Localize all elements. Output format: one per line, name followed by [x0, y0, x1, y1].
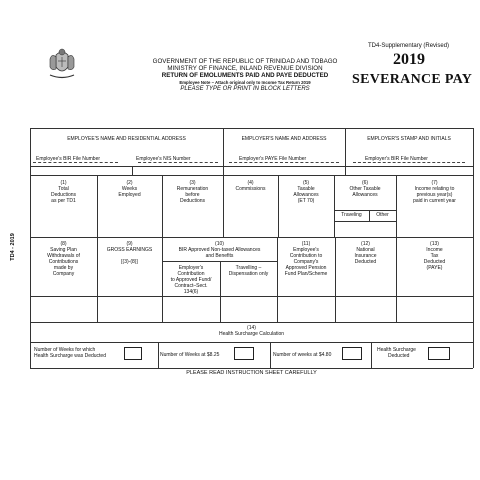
weeks-825-input[interactable]: [234, 347, 254, 360]
side-label: TD4 - 2019: [9, 233, 16, 261]
other-label: Other: [376, 212, 389, 218]
employee-note: Employee Note – Attach original only to Income Tax Return 2019: [179, 79, 311, 85]
employer-name-address-label: EMPLOYER'S NAME AND ADDRESS: [241, 136, 327, 142]
employee-nis-label: Employee's NIS Number: [136, 156, 191, 162]
form-year: 2019: [393, 51, 425, 68]
coat-of-arms-icon: [46, 47, 78, 81]
weeks-deducted-label-2: Health Surcharge was Deducted: [34, 353, 106, 359]
traveling-label: Traveling: [341, 212, 362, 218]
block-letters-instruction: PLEASE TYPE OR PRINT IN BLOCK LETTERS: [180, 86, 310, 92]
employer-bir-file-label: Employer's BIR File Number: [365, 156, 428, 162]
weeks-480-label: Number of weeks at $4.80: [273, 352, 332, 358]
employer-paye-file-label: Employer's PAYE File Number: [239, 156, 307, 162]
employee-bir-file-label: Employee's BIR File Number: [36, 156, 101, 162]
health-surcharge-label-2: Deducted: [388, 353, 410, 359]
weeks-deducted-label-1: Number of Weeks for which: [34, 347, 96, 353]
employee-name-address-label: EMPLOYEE'S NAME AND RESIDENTIAL ADDRESS: [67, 136, 186, 142]
form-id: TD4-Supplementary (Revised): [368, 43, 450, 49]
footer-instruction: PLEASE READ INSTRUCTION SHEET CAREFULLY: [186, 370, 317, 376]
health-surcharge-label-1: Health Surcharge: [377, 347, 416, 353]
weeks-480-input[interactable]: [342, 347, 362, 360]
gov-line-2: MINISTRY OF FINANCE, INLAND REVENUE DIVISION: [167, 65, 323, 72]
gov-line-1: GOVERNMENT OF THE REPUBLIC OF TRINIDAD AND TOBAGO: [152, 58, 338, 65]
health-surcharge-input[interactable]: [428, 347, 450, 360]
weeks-deducted-input[interactable]: [124, 347, 142, 360]
employer-stamp-label: EMPLOYER'S STAMP AND INITIALS: [367, 136, 451, 142]
form-title: RETURN OF EMOLUMENTS PAID AND PAYE DEDUCTED: [161, 72, 329, 79]
weeks-825-label: Number of Weeks at $8.25: [160, 352, 220, 358]
severance-pay-title: SEVERANCE PAY: [352, 72, 473, 87]
